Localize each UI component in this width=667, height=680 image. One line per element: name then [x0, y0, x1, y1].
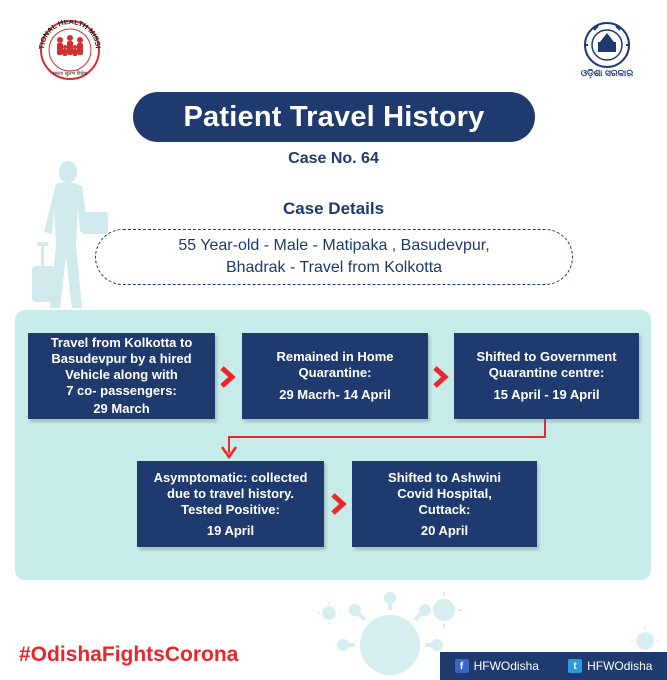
- case-number: Case No. 64: [288, 150, 379, 167]
- nhm-logo-subtext: समता सुलभ विवेक: [52, 71, 88, 77]
- timeline-step-5: [352, 461, 537, 547]
- twitter-handle: HFWOdisha: [587, 659, 653, 673]
- twitter-icon: t: [568, 659, 582, 673]
- chevron-right-icon: [432, 366, 450, 388]
- step-1-description: Travel from Kolkotta to Basudevpur by a hired Vehicle along with 7 co- passengers:: [50, 335, 193, 398]
- connector-arrow-icon: [215, 419, 550, 461]
- case-details-line2: Bhadrak - Travel from Kolkotta: [225, 259, 443, 276]
- step-2-description: Remained in Home Quarantine:: [276, 349, 394, 380]
- step-5-description: Shifted to Ashwini Covid Hospital, Cuttack:: [388, 469, 501, 517]
- step-3-date: 15 April - 19 April: [493, 387, 600, 402]
- odisha-emblem-icon: [574, 18, 640, 84]
- nhm-logo-text: TIONAL HEALTH MISSI: [36, 20, 103, 50]
- step-1-date: 29 March: [93, 401, 150, 416]
- timeline-step-3: [454, 333, 639, 419]
- hashtag: #OdishaFightsCorona: [19, 643, 239, 666]
- odisha-logo-caption: ଓଡ଼ିଶା ସରକାର: [580, 68, 634, 78]
- facebook-handle: HFWOdisha: [473, 659, 539, 673]
- chevron-right-icon: [219, 366, 237, 388]
- virus-icon: [318, 602, 340, 624]
- traveller-icon: [18, 160, 108, 310]
- step-4-date: 19 April: [206, 522, 255, 538]
- virus-icon: [424, 590, 464, 630]
- facebook-link[interactable]: [455, 659, 539, 673]
- step-5-date: 20 April: [420, 522, 469, 538]
- case-details-box: [95, 229, 573, 285]
- timeline-step-1: [28, 333, 215, 419]
- nhm-logo-icon: [30, 20, 110, 82]
- step-3-description: Shifted to Government Quarantine centre:: [476, 349, 617, 380]
- social-bar: [440, 652, 667, 680]
- step-2-date: 29 Macrh- 14 April: [279, 387, 391, 402]
- facebook-icon: f: [455, 659, 469, 673]
- case-details-line1: 55 Year-old - Male - Matipaka , Basudevpur,: [178, 237, 490, 254]
- case-details-heading: Case Details: [282, 199, 385, 218]
- timeline-step-4: [137, 461, 324, 547]
- chevron-right-icon: [330, 493, 348, 515]
- timeline-step-2: [242, 333, 428, 419]
- twitter-link[interactable]: [568, 659, 652, 673]
- page-title: Patient Travel History: [133, 92, 535, 142]
- step-4-description: Asymptomatic: collected due to travel history. Tested Positive:: [153, 469, 308, 517]
